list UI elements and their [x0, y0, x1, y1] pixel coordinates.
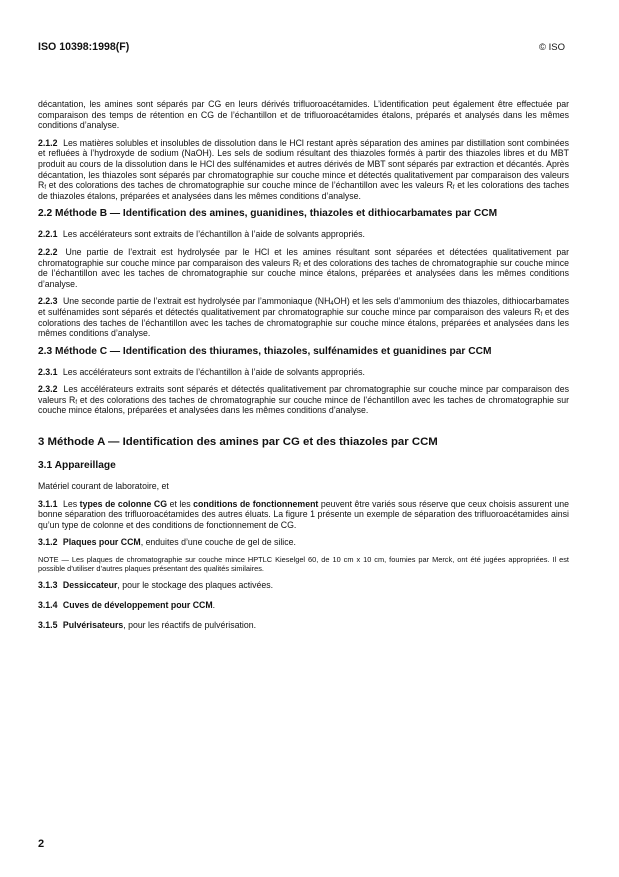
paragraph-text: et les colorations des taches de thiazoles étalons, préparées et analysées dans les mêmes conditions d’analyse.	[38, 180, 569, 201]
paragraph-text: Les matières solubles et insolubles de dissolution dans le HCl restant après séparation des amines par distillation sont combinées et refluées à l’hydroxyde de sodium (NaOH). Les sels de sodium résultant des thiazoles formés à partir des thiazoles libres et du MBT produit au cours de la dissolution dans le HCl des sulfénamides et autres dérivés de MBT sont séparés par extraction et décantés. Après décantation, les thiazoles sont séparés par chromatographie sur couche mince et détectés qualitativement par comparaison des valeurs R	[38, 137, 569, 191]
clause-number: 3.1.2	[38, 537, 58, 548]
paragraph-text: Une partie de l’extrait est hydrolysée par le HCl et les amines résultant sont séparées et détectées qualitativement par chromatographie sur couche mince par comparaison des valeurs R	[38, 246, 569, 268]
paragraph-text: et les	[167, 498, 194, 509]
paragraph-text: , pour les réactifs de pulvérisation.	[123, 619, 256, 630]
paragraph-3-1-5	[38, 620, 569, 631]
paragraph-2-2-2	[38, 247, 569, 289]
section-heading-3-1: 3.1 Appareillage	[38, 460, 116, 472]
subscript: f	[452, 185, 455, 192]
bold-term: types de colonne CG	[79, 498, 168, 509]
paragraph-text: Une seconde partie de l’extrait est hydrolysée par l’ammoniaque (NH	[62, 296, 331, 307]
paragraph-3-1-1	[38, 499, 569, 531]
clause-number: 2.2.2	[38, 246, 58, 257]
clause-number: 3.1.5	[38, 619, 58, 630]
paragraph-2-3-2	[38, 384, 569, 416]
paragraph-text: et des colorations des taches de chromatographie sur couche mince de l’échantillon avec les taches de chromatographie sur couche mince étalons, préparées et analysées dans les mêmes conditions d’analyse.	[38, 394, 569, 416]
paragraph-2-2-3	[38, 296, 569, 338]
paragraph-2-1-2	[38, 138, 569, 202]
page-number: 2	[38, 838, 45, 850]
paragraph-text: Les accélérateurs extraits sont séparés et détectés qualitativement par chromatographie sur couche mince par comparaison des valeurs R	[38, 384, 569, 405]
paragraph-text: et des colorations des taches de chromatographie sur couche mince de l’échantillon avec les valeurs R	[46, 180, 453, 191]
paragraph-text: Les accélérateurs sont extraits de l’échantillon à l’aide de solvants appropriés.	[62, 366, 365, 377]
clause-number: 2.2.3	[38, 296, 58, 307]
clause-number: 3.1.4	[38, 600, 58, 611]
clause-number: 3.1.1	[38, 498, 58, 509]
section-heading-2-2: 2.2 Méthode B — Identification des amines, guanidines, thiazoles et dithiocarbamates par CCM	[38, 208, 498, 220]
note: NOTE — Les plaques de chromatographie sur couche mince HPTLC Kieselgel 60, de 10 cm x 10 cm, fournies par Merck, ont été jugées appropriées. Il est possible d’utiliser d’autres plaques présentant des qualités similaires.	[38, 555, 569, 574]
bold-term: conditions de fonctionnement	[193, 498, 319, 509]
paragraph-text: OH) et les sels d’ammonium des thiazoles, dithiocarbamates et sulfénamides sont séparés et détectés qualitativement par chromatographie sur couche mince par comparaison des valeurs R	[38, 296, 569, 317]
bold-term: Plaques pour CCM	[62, 537, 141, 548]
paragraph-2-2-1	[38, 229, 569, 240]
paragraph-2-3-1	[38, 367, 569, 378]
document-reference: ISO 10398:1998(F)	[38, 41, 130, 53]
paragraph-3-1-3	[38, 580, 569, 591]
subscript: f	[75, 399, 78, 406]
clause-number: 2.2.1	[38, 229, 58, 240]
paragraph-text: peuvent être variés sous réserve que ceux choisis assurent une bonne séparation des trifluoroacétamides des autres éluats. La figure 1 présente un exemple de séparation des trifluoroacétamides ainsi qu’un type de colonne et des conditions de fonctionnement de CG.	[38, 498, 569, 530]
subscript: f	[540, 311, 543, 318]
paragraph-text: Les	[63, 498, 80, 509]
bold-term: Pulvérisateurs	[62, 619, 124, 630]
paragraph-text: Les accélérateurs sont extraits de l’échantillon à l’aide de solvants appropriés.	[62, 229, 365, 240]
paragraph-3-1-intro: Matériel courant de laboratoire, et	[38, 481, 169, 492]
section-heading-3: 3 Méthode A — Identification des amines par CG et des thiazoles par CCM	[38, 436, 438, 449]
clause-number: 3.1.3	[38, 580, 58, 591]
copyright-notice: © ISO	[538, 42, 565, 53]
bold-term: Cuves de développement pour CCM	[62, 600, 213, 611]
paragraph-text: et des colorations des taches de chromatographie sur couche mince de l’échantillon avec les taches de chromatographie sur couche mince étalons, préparées et analysées dans les mêmes conditions d’analyse.	[38, 257, 570, 289]
paragraph-continuation: décantation, les amines sont séparés par CG en leurs dérivés trifluoroacétamides. L’identification peut également être effectuée par comparaison des temps de rétention en CG de l’échantillon et de trifluoroacétamides étalons, préparés et analysés dans les mêmes conditions d’analyse.	[38, 99, 569, 131]
clause-number: 2.3.1	[38, 366, 58, 377]
paragraph-text: .	[212, 600, 216, 611]
paragraph-3-1-2	[38, 537, 569, 548]
clause-number: 2.3.2	[38, 384, 58, 395]
subscript: f	[299, 262, 301, 269]
subscript: 4	[330, 301, 334, 308]
section-heading-2-3: 2.3 Méthode C — Identification des thiurames, thiazoles, sulfénamides et guanidines par CCM	[38, 345, 492, 357]
paragraph-text: et des colorations des taches de l’échantillon avec les taches de chromatographie sur couche mince étalons, préparées et analysées dans les mêmes conditions d’analyse.	[38, 306, 569, 339]
clause-number: 2.1.2	[38, 137, 58, 148]
subscript: f	[44, 185, 46, 192]
paragraph-text: , enduites d’une couche de gel de silice.	[140, 537, 296, 548]
paragraph-text: , pour le stockage des plaques activées.	[117, 580, 274, 591]
bold-term: Dessiccateur	[62, 580, 118, 591]
document-body	[38, 99, 569, 639]
paragraph-3-1-4	[38, 600, 569, 611]
